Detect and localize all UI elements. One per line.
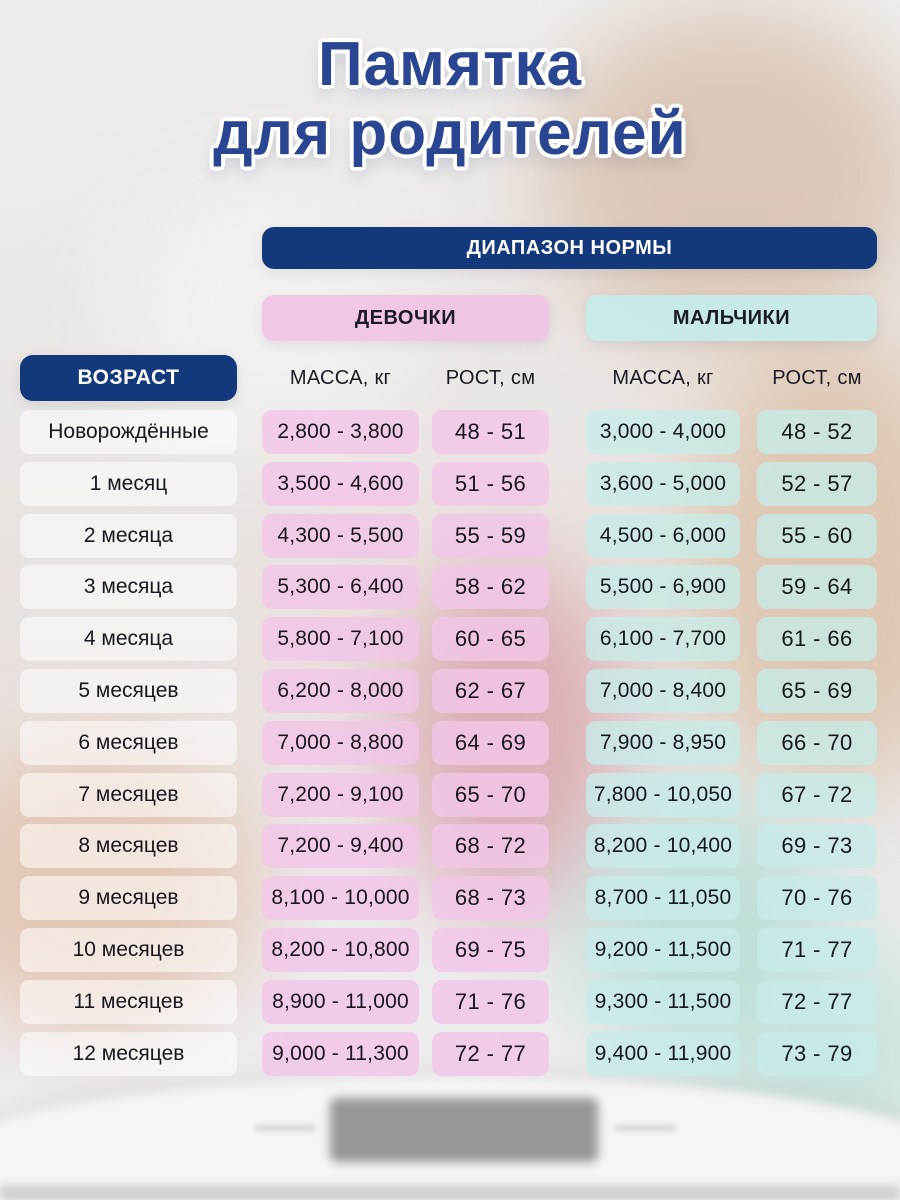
boys-height-cell-value: 72 - 77 [781,988,853,1014]
girls-mass-cell [262,410,419,454]
table-row [20,565,877,609]
age-cell [20,462,237,506]
girls-mass-cell [262,928,419,972]
girls-mass-cell-value: 7,000 - 8,800 [277,730,404,754]
girls-mass-cell-value: 5,300 - 6,400 [277,575,404,599]
boys-height-cell [757,721,877,765]
girls-height-cell [432,824,549,868]
girls-height-cell-value: 68 - 73 [454,885,527,911]
boys-height-cell [757,1032,877,1076]
girls-mass-header-label: МАССА, кг [289,366,392,389]
boys-mass-cell [586,617,740,661]
girls-mass-cell [262,1032,419,1076]
boys-height-cell [757,876,877,920]
girls-height-cell [432,721,549,765]
age-cell [20,824,237,868]
scale-display-screen [330,1098,598,1162]
boys-mass-cell-value: 7,000 - 8,400 [599,678,727,702]
girls-height-header-label: РОСТ, см [445,366,536,389]
boys-mass-cell-value: 8,200 - 10,400 [593,834,733,858]
girls-height-cell-value: 71 - 76 [454,988,527,1014]
range-header-banner [262,227,877,269]
boys-mass-cell-value: 9,200 - 11,500 [594,937,732,961]
girls-mass-cell [262,773,419,817]
boys-height-cell [757,773,877,817]
boys-height-cell-value: 69 - 73 [781,833,853,859]
boys-mass-cell-value: 4,500 - 6,000 [599,523,727,547]
boys-mass-cell-value: 9,300 - 11,500 [594,989,732,1013]
girls-mass-cell [262,669,419,713]
boys-mass-cell [586,462,740,506]
norms-table [20,227,877,1087]
girls-height-cell-value: 72 - 77 [454,1040,527,1066]
boys-mass-cell [586,565,740,609]
boys-height-cell [757,617,877,661]
boys-mass-cell [586,1032,740,1076]
girls-mass-cell-value: 7,200 - 9,400 [277,834,404,858]
boys-mass-cell [586,721,740,765]
girls-mass-cell [262,980,419,1024]
girls-height-column-header [432,355,549,401]
girls-height-cell [432,773,549,817]
table-rows [20,410,877,1076]
girls-mass-cell [262,824,419,868]
age-cell-value: 2 месяца [83,523,174,547]
girls-mass-cell [262,565,419,609]
girls-height-cell-value: 68 - 72 [454,833,527,859]
girls-mass-cell-value: 8,200 - 10,800 [271,937,410,961]
girls-mass-cell [262,617,419,661]
boys-mass-cell [586,980,740,1024]
boys-mass-cell-value: 7,800 - 10,050 [593,782,733,806]
girls-mass-cell-value: 8,900 - 11,000 [272,989,409,1013]
boys-height-cell [757,928,877,972]
girls-mass-cell-value: 3,500 - 4,600 [277,471,404,495]
boys-mass-cell-value: 8,700 - 11,050 [594,886,732,910]
age-cell [20,1032,237,1076]
boys-mass-header-label: МАССА, кг [612,366,714,389]
boys-mass-cell-value: 3,600 - 5,000 [599,471,727,495]
boys-height-cell-value: 52 - 57 [781,470,853,496]
girls-header-label: ДЕВОЧКИ [354,306,457,329]
girls-mass-cell-value: 9,000 - 11,300 [272,1041,409,1065]
boys-mass-cell-value: 3,000 - 4,000 [599,420,727,443]
girls-height-cell [432,617,549,661]
boys-height-cell-value: 65 - 69 [781,677,853,703]
boys-height-cell [757,410,877,454]
boys-mass-cell [586,928,740,972]
boys-mass-cell [586,773,740,817]
girls-height-cell-value: 48 - 51 [454,419,527,444]
girls-height-cell-value: 64 - 69 [454,729,527,755]
column-header-row [20,355,877,401]
girls-mass-cell [262,876,419,920]
girls-height-cell [432,980,549,1024]
girls-height-cell-value: 55 - 59 [454,522,527,548]
girls-mass-cell-value: 5,800 - 7,100 [277,627,404,651]
girls-height-cell [432,876,549,920]
boys-height-cell [757,565,877,609]
girls-mass-cell-value: 7,200 - 9,100 [277,782,404,806]
range-header-label: ДИАПАЗОН НОРМЫ [466,236,673,259]
age-cell [20,928,237,972]
girls-height-cell-value: 51 - 56 [454,470,527,496]
age-cell-value: 11 месяцев [73,989,184,1013]
boys-mass-cell [586,824,740,868]
age-cell [20,514,237,558]
boys-height-cell-value: 55 - 60 [781,522,853,548]
age-cell-value: 10 месяцев [72,937,185,961]
boys-mass-cell-value: 6,100 - 7,700 [599,627,727,651]
age-cell-value: 4 месяца [83,627,174,651]
girls-mass-cell-value: 4,300 - 5,500 [277,523,404,547]
title-line-1: Памятка [318,30,582,99]
age-cell-value: 7 месяцев [78,782,179,806]
boys-height-cell-value: 66 - 70 [781,729,853,755]
girls-header-banner [262,295,549,341]
girls-mass-cell-value: 6,200 - 8,000 [277,678,404,702]
age-cell [20,410,237,454]
boys-height-cell-value: 61 - 66 [781,626,853,652]
girls-mass-cell [262,462,419,506]
table-row [20,773,877,817]
age-cell [20,980,237,1024]
table-row [20,824,877,868]
girls-height-cell [432,565,549,609]
girls-height-cell [432,669,549,713]
boys-height-cell [757,669,877,713]
boys-mass-cell [586,410,740,454]
girls-height-cell-value: 69 - 75 [454,936,527,962]
boys-height-column-header [757,355,877,401]
age-cell [20,617,237,661]
boys-height-cell-value: 70 - 76 [781,885,853,911]
table-row [20,514,877,558]
table-row [20,617,877,661]
boys-mass-cell-value: 9,400 - 11,900 [594,1041,732,1065]
table-row [20,980,877,1024]
girls-height-cell-value: 58 - 62 [454,574,527,600]
boys-height-header-label: РОСТ, см [772,366,862,389]
girls-mass-cell [262,514,419,558]
table-row [20,928,877,972]
girls-height-cell [432,928,549,972]
scale-marking [615,1126,675,1130]
table-row [20,462,877,506]
age-column-header [20,355,237,401]
boys-mass-cell [586,514,740,558]
boys-height-cell [757,514,877,558]
age-cell-value: 5 месяцев [78,678,179,702]
page-title [0,30,900,169]
boys-height-cell [757,462,877,506]
age-cell [20,721,237,765]
age-cell [20,565,237,609]
boys-height-cell-value: 73 - 79 [781,1040,853,1066]
boys-mass-cell [586,669,740,713]
age-cell [20,876,237,920]
age-cell-value: 9 месяцев [78,886,179,910]
age-column-header-label: ВОЗРАСТ [77,366,180,389]
girls-mass-cell-value: 8,100 - 10,000 [271,886,410,910]
boys-height-cell-value: 67 - 72 [781,781,853,807]
girls-height-cell [432,410,549,454]
age-cell-value: 6 месяцев [78,730,179,754]
boys-mass-cell-value: 5,500 - 6,900 [599,575,727,599]
girls-height-cell [432,514,549,558]
age-cell [20,669,237,713]
boys-header-banner [586,295,877,341]
girls-height-cell-value: 62 - 67 [454,677,527,703]
boys-mass-column-header [586,355,740,401]
girls-height-cell [432,462,549,506]
boys-height-cell [757,824,877,868]
table-row [20,1032,877,1076]
boys-header-label: МАЛЬЧИКИ [672,306,791,329]
girls-height-cell [432,1032,549,1076]
table-row [20,876,877,920]
girls-height-cell-value: 60 - 65 [454,626,527,652]
age-cell-value: 8 месяцев [78,834,179,858]
scale-edge [0,1186,900,1200]
age-cell-value: 1 месяц [89,471,168,495]
boys-height-cell-value: 48 - 52 [781,419,853,444]
age-cell-value: 3 месяца [83,575,174,599]
boys-height-cell-value: 59 - 64 [781,574,853,600]
scale-marking [255,1126,315,1130]
boys-mass-cell [586,876,740,920]
age-cell-value: Новорождённые [48,420,209,443]
boys-height-cell [757,980,877,1024]
boys-height-cell-value: 71 - 77 [781,936,853,962]
title-line-2: для родителей [213,99,687,169]
girls-mass-column-header [262,355,419,401]
girls-height-cell-value: 65 - 70 [454,781,527,807]
age-cell [20,773,237,817]
girls-mass-cell [262,721,419,765]
girls-mass-cell-value: 2,800 - 3,800 [277,420,404,443]
boys-mass-cell-value: 7,900 - 8,950 [599,730,727,754]
age-cell-value: 12 месяцев [72,1041,185,1065]
table-row [20,669,877,713]
table-row [20,410,877,454]
table-row [20,721,877,765]
